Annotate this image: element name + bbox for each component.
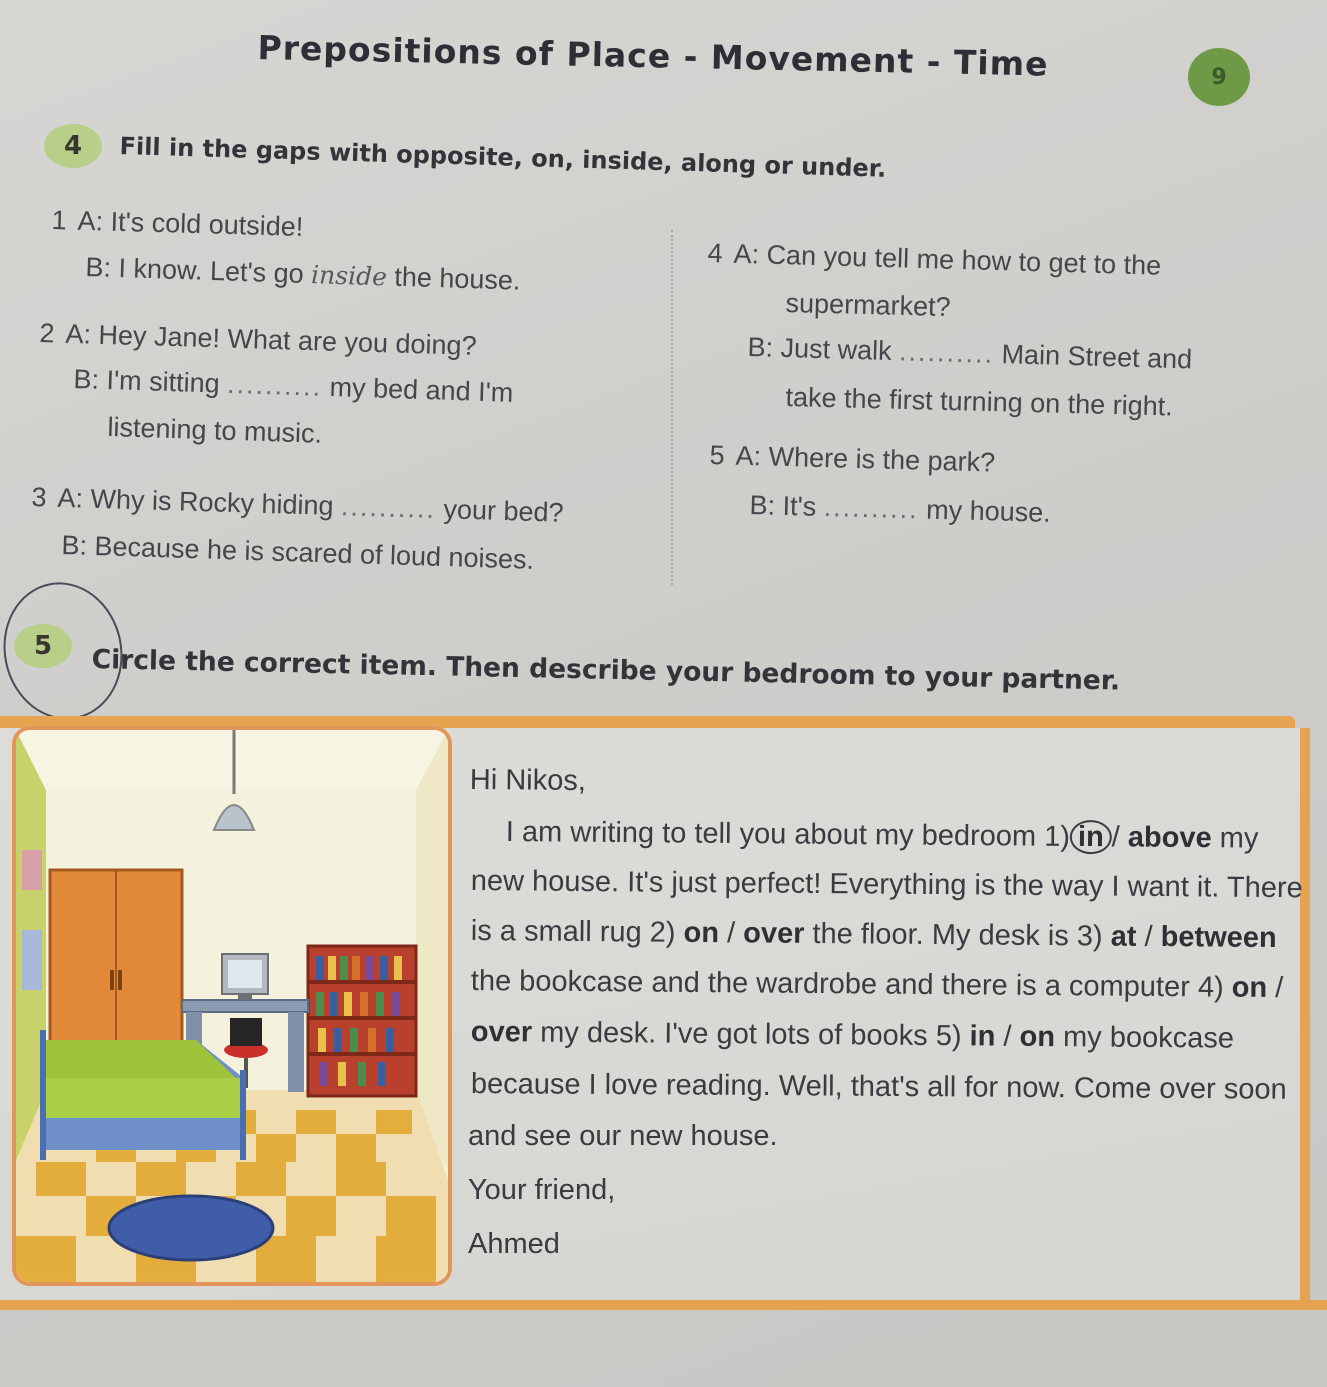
letter-text: my desk. I've got lots of books 5) [531,1016,970,1053]
letter-text: / [1136,920,1161,954]
item-2-line-a [39,318,477,362]
option-5a[interactable]: in [969,1020,996,1053]
letter-text: is a small rug 2) [470,915,684,949]
option-2a[interactable]: on [683,916,720,950]
item-text: the house. [393,261,521,296]
letter-greeting: Hi Nikos, [469,764,587,798]
item-text: B: I know. Let's go [85,252,305,289]
panel-right-border [1300,728,1310,1308]
item-5-line-a [709,440,995,478]
answer-gap[interactable]: .......... [823,491,920,525]
item-1-line-a [51,205,304,243]
item-number: 3 [31,482,48,513]
answer-gap[interactable]: .......... [340,491,437,524]
letter-line-2: new house. It's just perfect! Everything is the way I want it. There [470,865,1303,905]
letter-text: the bookcase and the wardrobe and there is a computer 4) [470,965,1232,1004]
option-3b[interactable]: between [1160,921,1277,955]
letter-text: / [718,917,744,950]
item-text: A: Where is the park? [735,440,996,478]
letter-line-7: and see our new house. [468,1120,778,1152]
item-text: my bed and I'm [329,372,514,408]
item-number: 2 [39,318,56,349]
option-5b[interactable]: on [1019,1020,1056,1054]
letter-text: / [1111,821,1129,854]
option-1b[interactable]: above [1127,821,1212,855]
option-3a[interactable]: at [1110,920,1137,953]
handwritten-answer: inside [310,260,388,292]
letter-closing: Your friend, [468,1174,616,1206]
panel-bottom-border [0,1300,1327,1310]
item-4-line-b: supermarket? [785,288,952,323]
column-divider [671,230,673,585]
item-2-line-b [73,364,514,409]
item-text: B: It's [749,490,817,522]
option-2b[interactable]: over [743,917,805,950]
option-4b[interactable]: over [470,1016,533,1049]
item-2-line-c: listening to music. [107,412,323,449]
item-text: Main Street and [1001,339,1193,375]
answer-gap[interactable]: .......... [898,336,995,369]
letter-text: / [1267,971,1284,1005]
exercise-4-instruction: Fill in the gaps with opposite, on, inside, along or under. [119,132,887,183]
letter-line-6: because I love reading. Well, that's all for now. Come over soon [470,1068,1287,1106]
exercise-5-instruction: Circle the correct item. Then describe your bedroom to your partner. [91,644,1121,697]
item-4-line-c [747,332,1192,375]
item-4-line-d: take the first turning on the right. [785,382,1174,422]
letter-text: the floor. My desk is 3) [804,917,1111,953]
item-text: my house. [925,494,1052,528]
letter-line-5 [471,1016,1234,1056]
exercise-5-number: 5 [14,624,72,668]
letter-signature: Ahmed [468,1228,560,1260]
item-number: 5 [709,440,726,471]
item-text: A: It's cold outside! [77,205,304,243]
letter-text: / [995,1020,1020,1053]
item-5-line-b [749,490,1051,529]
item-text: B: Just walk [747,332,892,367]
item-text: A: Why is Rocky hiding [57,482,334,521]
item-number: 4 [707,238,724,269]
option-1a-circled[interactable]: in [1070,820,1112,854]
item-text: A: Hey Jane! What are you doing? [65,318,478,361]
page-title: Prepositions of Place - Movement - Time [257,28,1049,84]
item-4-line-a [707,238,1161,282]
item-3-line-b: B: Because he is scared of loud noises. [61,530,535,575]
letter-line-1 [506,815,1259,856]
item-3-line-a [31,482,564,529]
letter-text: I am writing to tell you about my bedroom 1) [505,815,1071,853]
page-number-badge: 9 [1188,48,1250,106]
item-text: your bed? [443,494,565,528]
option-4a[interactable]: on [1231,971,1268,1004]
letter-text: my bookcase [1054,1021,1235,1055]
item-1-line-b [85,252,521,297]
bedroom-illustration [12,726,452,1286]
item-text: A: Can you tell me how to get to the [733,238,1162,281]
item-text: B: I'm sitting [73,364,221,399]
answer-gap[interactable]: .......... [226,368,323,402]
item-number: 1 [51,205,68,236]
letter-text: my [1211,822,1259,855]
letter-line-3 [471,915,1277,955]
exercise-4-number: 4 [44,124,102,168]
letter-line-4 [471,965,1284,1005]
